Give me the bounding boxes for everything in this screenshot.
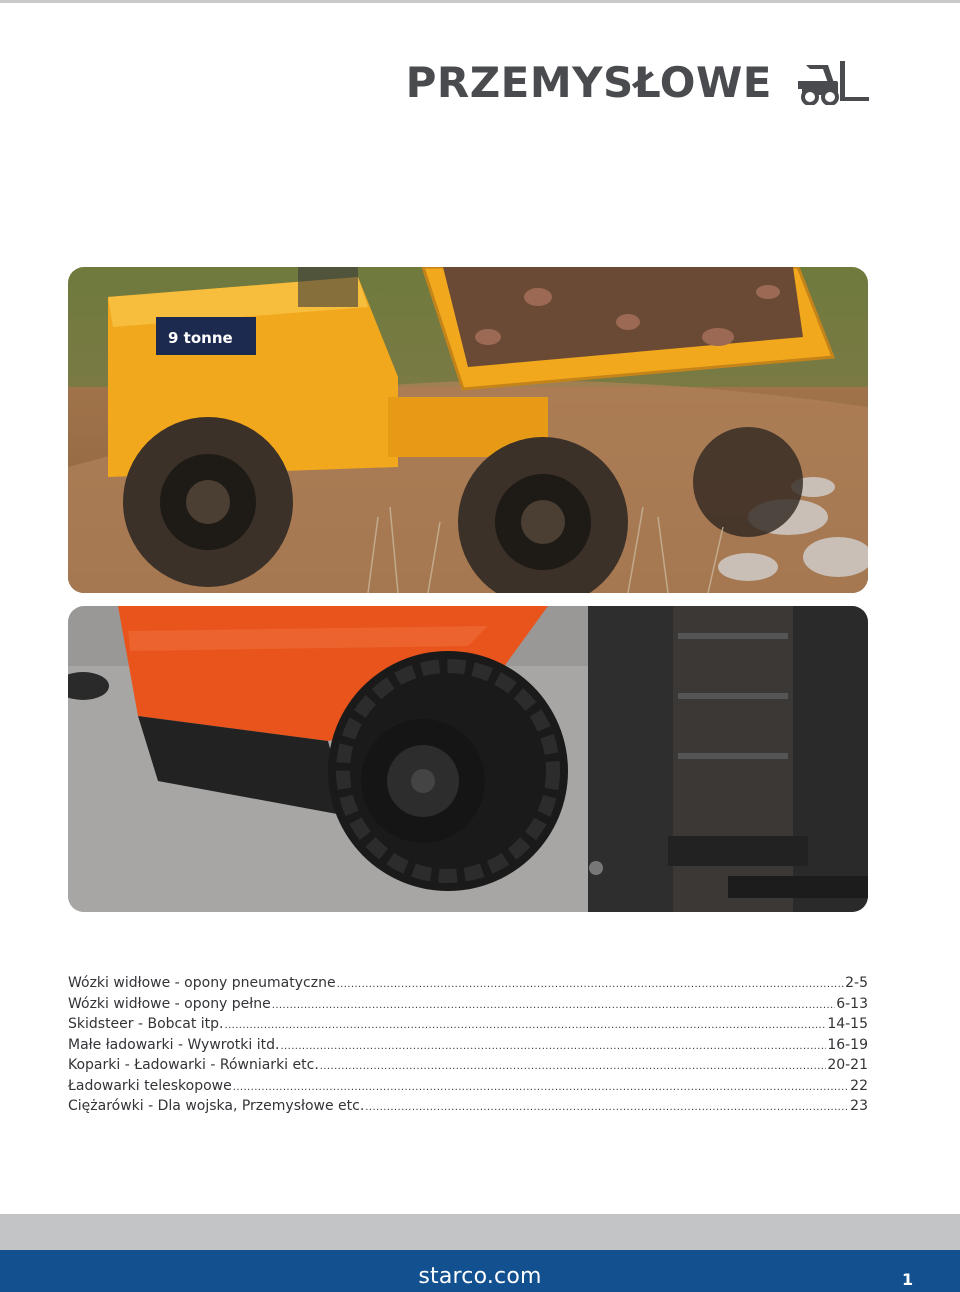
toc-item[interactable]	[68, 1057, 868, 1078]
toc-dot-leader	[320, 1061, 827, 1072]
forklift-icon	[794, 57, 870, 105]
tonnage-badge: 9 tonne	[168, 329, 233, 347]
dumper-photo	[68, 267, 868, 593]
toc-item[interactable]	[68, 996, 868, 1017]
toc-item-pages: 16-19	[827, 1036, 868, 1053]
toc-item-pages: 2-5	[845, 975, 868, 991]
toc-dot-leader	[365, 1102, 849, 1113]
toc-item[interactable]	[68, 1078, 868, 1099]
footer-grey-band	[0, 1214, 960, 1250]
toc-item-pages: 6-13	[836, 995, 868, 1012]
toc-item-label: Wózki widłowe - opony pełne	[68, 995, 271, 1012]
toc-item-pages: 20-21	[827, 1057, 868, 1073]
top-rule	[0, 0, 960, 3]
toc-item-label: Ciężarówki - Dla wojska, Przemysłowe etc.	[68, 1098, 365, 1114]
toc-item-pages: 14-15	[827, 1016, 868, 1032]
toc-item[interactable]	[68, 1016, 868, 1037]
toc-item-label: Małe ładowarki - Wywrotki itd.	[68, 1036, 280, 1053]
toc-item-label: Wózki widłowe - opony pneumatyczne	[68, 975, 336, 991]
toc-item-label: Ładowarki teleskopowe	[68, 1077, 232, 1094]
toc-dot-leader	[272, 1000, 835, 1011]
page-number: 1	[902, 1270, 914, 1289]
toc-item[interactable]	[68, 975, 868, 996]
toc-dot-leader	[233, 1082, 849, 1093]
toc-item[interactable]	[68, 1098, 868, 1119]
forklift-photo	[68, 606, 868, 912]
toc-dot-leader	[280, 1041, 826, 1052]
toc-dot-leader	[337, 979, 845, 990]
toc-item[interactable]	[68, 1037, 868, 1058]
table-of-contents	[68, 975, 868, 1119]
toc-item-label: Skidsteer - Bobcat itp.	[68, 1016, 224, 1032]
toc-dot-leader	[224, 1020, 826, 1031]
toc-item-label: Koparki - Ładowarki - Równiarki etc.	[68, 1057, 319, 1073]
toc-item-pages: 22	[850, 1077, 868, 1094]
footer-website-link[interactable]: starco.com	[418, 1264, 542, 1289]
page-title: PRZEMYSŁOWE	[405, 58, 772, 107]
toc-item-pages: 23	[850, 1098, 868, 1114]
